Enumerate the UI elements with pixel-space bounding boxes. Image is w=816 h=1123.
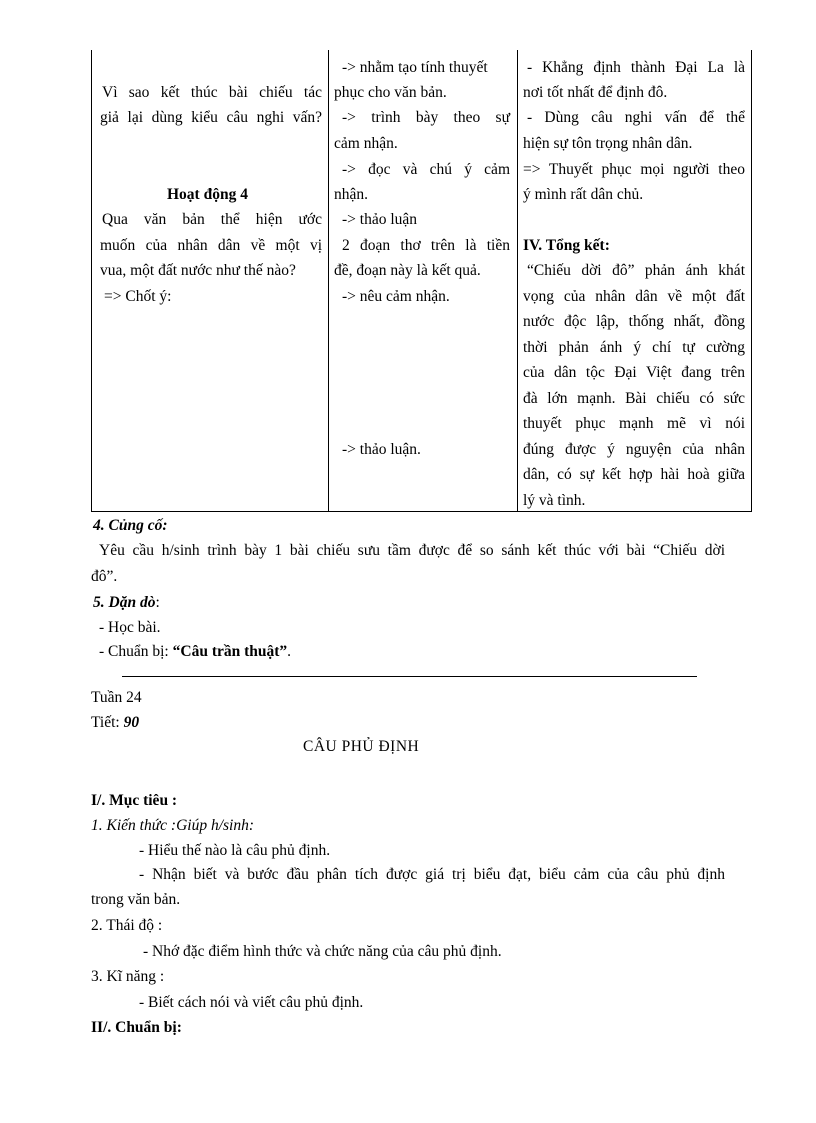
content-line: - Dùng câu nghi vấn để thể bbox=[527, 109, 745, 126]
summary-line: vọng của nhân dân về một đất bbox=[523, 288, 745, 305]
cung-co-heading: 4. Củng cố: bbox=[93, 517, 168, 534]
student-line: -> nhằm tạo tính thuyết bbox=[342, 59, 488, 76]
activity-line: vua, một đất nước như thế nào? bbox=[100, 262, 296, 279]
summary-line: đà lớn mạnh. Bài chiếu có sức bbox=[523, 390, 745, 407]
activity-line: muốn của nhân dân về một vị bbox=[100, 237, 322, 254]
dan-do-item-suffix: . bbox=[287, 643, 292, 660]
knowledge-heading: 1. Kiến thức :Giúp h/sinh: bbox=[91, 817, 255, 834]
lesson-title: CÂU PHỦ ĐỊNH bbox=[303, 738, 420, 755]
dan-do-colon: : bbox=[155, 594, 160, 611]
student-line: -> thảo luận bbox=[342, 211, 418, 228]
content-line: - Khẳng định thành Đại La là bbox=[527, 59, 745, 76]
summary-line: thuyết phục mạnh mẽ vì nói bbox=[523, 415, 745, 432]
attitude-heading: 2. Thái độ : bbox=[91, 917, 163, 934]
summary-line: đúng được ý nguyện của nhân bbox=[523, 441, 745, 458]
knowledge-item: - Hiểu thế nào là câu phủ định. bbox=[139, 842, 331, 859]
student-line: cảm nhận. bbox=[334, 135, 398, 152]
activity-heading: Hoạt động 4 bbox=[167, 186, 248, 203]
table-divider-1 bbox=[328, 50, 329, 511]
section-divider bbox=[122, 676, 697, 677]
summary-line: thời phản ánh ý chí tự cường bbox=[523, 339, 745, 356]
question-line: giả lại dùng kiểu câu nghi vấn? bbox=[100, 109, 322, 126]
lesson-table bbox=[91, 50, 752, 512]
content-line: => Thuyết phục mọi người theo bbox=[523, 161, 745, 178]
period-label bbox=[91, 714, 139, 732]
student-line: phục cho văn bản. bbox=[334, 84, 447, 101]
summary-line: “Chiếu dời đô” phản ánh khát bbox=[527, 262, 745, 279]
dan-do-heading-text: 5. Dặn dò bbox=[93, 594, 156, 611]
cung-co-text: Yêu cầu h/sinh trình bày 1 bài chiếu sưu tầm được để so sánh kết thúc với bài “Chiếu dời bbox=[99, 542, 725, 559]
summary-line: lý và tình. bbox=[523, 492, 586, 509]
student-line: -> thảo luận. bbox=[342, 441, 421, 458]
attitude-item: - Nhớ đặc điểm hình thức và chức năng của câu phủ định. bbox=[143, 943, 502, 960]
objectives-heading: I/. Mục tiêu : bbox=[91, 792, 178, 809]
skills-item: - Biết cách nói và viết câu phủ định. bbox=[139, 994, 364, 1011]
knowledge-item: - Nhận biết và bước đầu phân tích được giá trị biểu đạt, biểu cảm của câu phủ định bbox=[139, 866, 725, 883]
period-number: 90 bbox=[123, 714, 140, 731]
content-line: nơi tốt nhất để định đô. bbox=[523, 84, 668, 101]
activity-line: Qua văn bản thể hiện ước bbox=[102, 211, 322, 228]
summary-heading: IV. Tổng kết: bbox=[523, 237, 610, 254]
preparation-heading: II/. Chuẩn bị: bbox=[91, 1019, 182, 1036]
student-line: -> đọc và chú ý cảm bbox=[342, 161, 510, 178]
content-line: hiện sự tôn trọng nhân dân. bbox=[523, 135, 693, 152]
dan-do-item: - Học bài. bbox=[99, 619, 161, 636]
week-label: Tuần 24 bbox=[91, 689, 142, 706]
table-divider-2 bbox=[517, 50, 518, 511]
student-line: 2 đoạn thơ trên là tiền bbox=[342, 237, 510, 254]
student-line: -> nêu cảm nhận. bbox=[342, 288, 450, 305]
student-line: đề, đoạn này là kết quả. bbox=[334, 262, 481, 279]
student-line: nhận. bbox=[334, 186, 369, 203]
cung-co-text: đô”. bbox=[91, 568, 118, 585]
dan-do-item-prefix: - Chuẩn bị: bbox=[99, 643, 173, 660]
dan-do-item bbox=[99, 643, 291, 661]
summary-line: nước độc lập, thống nhất, đồng bbox=[523, 313, 745, 330]
activity-line: => Chốt ý: bbox=[104, 288, 172, 305]
dan-do-item-bold: “Câu trần thuật” bbox=[172, 643, 288, 660]
dan-do-heading bbox=[93, 594, 160, 612]
summary-line: của dân tộc Đại Việt đang trên bbox=[523, 364, 745, 381]
knowledge-item: trong văn bản. bbox=[91, 891, 181, 908]
question-line: Vì sao kết thúc bài chiếu tác bbox=[102, 84, 322, 101]
skills-heading: 3. Kĩ năng : bbox=[91, 968, 165, 985]
content-line: ý mình rất dân chủ. bbox=[523, 186, 644, 203]
period-prefix: Tiết: bbox=[91, 714, 124, 731]
student-line: -> trình bày theo sự bbox=[342, 109, 510, 126]
summary-line: dân, có sự kết hợp hài hoà giữa bbox=[523, 466, 745, 483]
